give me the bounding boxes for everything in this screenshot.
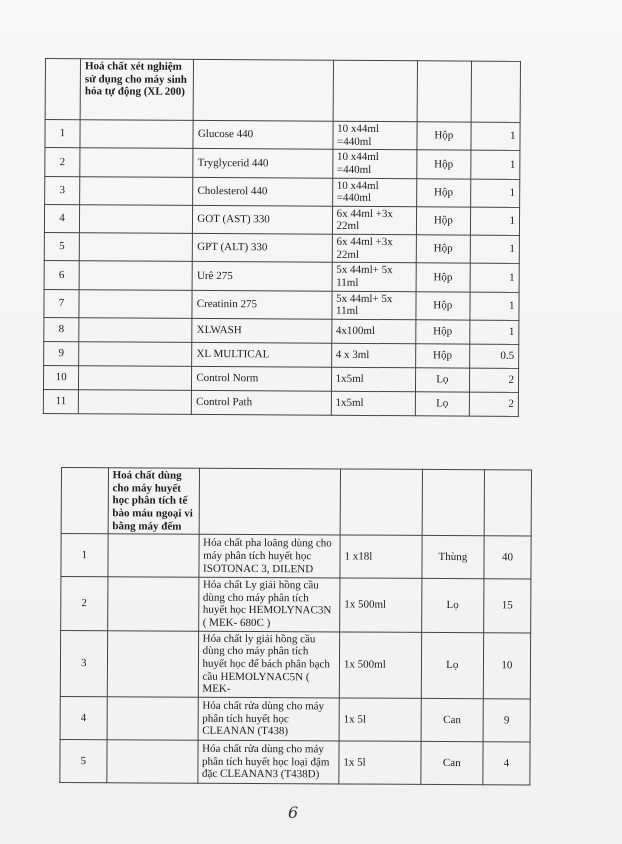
name-cell: Cholesterol 440 (193, 177, 332, 206)
group-cell (79, 342, 192, 367)
group-header-row (61, 468, 531, 537)
stt-cell: 6 (44, 261, 79, 289)
unit-cell: Can (421, 698, 483, 741)
name-cell: Creatinin 275 (192, 290, 331, 319)
name-cell: GOT (AST) 330 (193, 205, 332, 234)
stt-cell: 5 (44, 233, 79, 261)
stt-cell: 4 (44, 204, 79, 232)
unit-cell: Can (421, 741, 483, 784)
qty-cell: 10 (483, 632, 530, 698)
group-cell (107, 631, 198, 698)
stt-cell: 5 (60, 739, 107, 782)
group-cell (80, 148, 193, 177)
spec-cell: 5x 44ml+ 5x 11ml (332, 263, 416, 292)
name-cell: Tryglycerid 440 (193, 149, 332, 178)
spec-cell: 1 x18l (340, 535, 422, 578)
spec-cell: 6x 44ml +3x 22ml (332, 206, 416, 235)
spec-cell: 6x 44ml +3x 22ml (332, 234, 416, 263)
stt-cell: 10 (43, 365, 78, 389)
qty-cell (484, 470, 531, 536)
group-cell (79, 233, 192, 262)
name-cell: Glucose 440 (193, 120, 332, 149)
group-cell (107, 697, 198, 740)
table-row (45, 120, 520, 151)
spec-cell: 1x 5l (339, 698, 421, 741)
name-cell: Hóa chất pha loãng dùng cho máy phân tích huyết học ISOTONAC 3, DILEND (199, 534, 341, 578)
spec-cell: 10 x44ml =440ml (333, 121, 417, 150)
qty-cell (471, 61, 521, 122)
table-row (44, 317, 519, 344)
stt-cell: 4 (60, 696, 107, 739)
qty-cell: 2 (469, 392, 518, 416)
unit-cell: Lọ (421, 579, 483, 633)
unit-cell (417, 61, 471, 122)
spec-cell: 1x 5l (339, 741, 421, 784)
spec-cell: 1x5ml (331, 367, 415, 392)
name-cell: XLWASH (192, 318, 331, 343)
table-row (60, 696, 530, 741)
spec-cell: 1x5ml (331, 391, 415, 416)
stt-cell: 9 (44, 341, 79, 365)
group-header-row (45, 59, 520, 123)
qty-cell: 1 (470, 264, 519, 293)
qty-cell: 1 (470, 179, 519, 208)
unit-cell: Lọ (415, 392, 469, 416)
qty-cell: 1 (471, 150, 520, 179)
unit-cell: Lọ (421, 632, 484, 699)
name-cell: Hóa chất rửa dùng cho máy phân tích huyết học CLEANAN (T438) (198, 697, 340, 741)
unit-cell: Hộp (417, 122, 471, 151)
spec-cell (333, 60, 418, 122)
reagent-table-hematology (59, 467, 532, 785)
name-cell (193, 59, 333, 121)
unit-cell: Hộp (416, 291, 470, 320)
table-row (45, 176, 520, 207)
unit-cell: Hộp (417, 150, 471, 179)
name-cell: Control Path (192, 390, 331, 415)
spec-cell: 1x 500ml (339, 632, 421, 699)
group-cell (108, 534, 199, 577)
group-cell (79, 366, 192, 391)
name-cell (199, 468, 341, 535)
group-cell (79, 205, 192, 234)
page-number: 6 (288, 803, 299, 822)
table-row (44, 341, 519, 368)
table-row (61, 534, 531, 579)
stt-cell (61, 468, 108, 534)
stt-cell: 8 (44, 317, 79, 341)
unit-cell: Hộp (416, 207, 470, 236)
qty-cell: 1 (470, 292, 519, 321)
stt-cell: 1 (61, 534, 108, 577)
qty-cell: 0.5 (469, 344, 518, 368)
group-cell (80, 120, 193, 149)
group-cell (79, 261, 192, 290)
table-row (45, 148, 520, 179)
reagent-table-biochemistry (43, 58, 521, 417)
stt-cell: 7 (44, 289, 79, 317)
name-cell: Hóa chất Ly giải hồng cầu dùng cho máy phân tích huyết học HEMOLYNAC3N ( MEK- 680C ) (198, 577, 340, 631)
unit-cell: Hộp (415, 344, 469, 368)
table-row (61, 577, 531, 633)
spec-cell: 4x100ml (331, 319, 415, 344)
stt-cell: 1 (45, 120, 80, 148)
qty-cell: 4 (483, 742, 530, 785)
spec-cell: 1x 500ml (340, 578, 422, 632)
table-row (44, 233, 519, 264)
name-cell: GPT (ALT) 330 (193, 234, 332, 263)
stt-cell: 11 (43, 389, 78, 413)
qty-cell: 1 (470, 207, 519, 236)
name-cell: Hóa chất rửa dùng cho máy phân tích huyết học loại đậm đặc CLEANAN3 (T438D) (197, 740, 339, 784)
name-cell: Urê 275 (192, 262, 331, 291)
unit-cell: Hộp (416, 320, 470, 344)
qty-cell: 2 (469, 368, 518, 392)
group-cell (79, 289, 192, 318)
stt-cell: 2 (45, 148, 80, 176)
group-cell (79, 318, 192, 343)
unit-cell: Lọ (415, 368, 469, 392)
qty-cell: 15 (484, 579, 531, 633)
unit-cell (422, 469, 485, 536)
table-row (44, 204, 519, 235)
spec-cell: 4 x 3ml (331, 343, 415, 368)
name-cell: XL MULTICAL (192, 342, 331, 367)
qty-cell: 1 (471, 122, 520, 151)
stt-cell: 3 (60, 630, 107, 696)
group-label: Hoá chất dùng cho máy huyết học phân tích tế bào máu ngoại vi bằng máy đếm (108, 468, 199, 535)
unit-cell: Hộp (416, 263, 470, 292)
qty-cell: 1 (470, 320, 519, 344)
unit-cell: Thùng (422, 536, 484, 579)
spec-cell: 10 x44ml =440ml (332, 178, 416, 207)
group-cell (107, 740, 198, 783)
group-cell (78, 390, 191, 415)
table-row (43, 389, 518, 416)
spec-cell (340, 469, 422, 536)
unit-cell: Hộp (416, 235, 470, 264)
stt-cell (45, 59, 80, 120)
stt-cell: 3 (45, 176, 80, 204)
qty-cell: 1 (470, 235, 519, 264)
stt-cell: 2 (61, 577, 108, 631)
group-cell (80, 176, 193, 205)
spec-cell: 5x 44ml+ 5x 11ml (331, 291, 415, 320)
table-row (43, 365, 518, 392)
qty-cell: 9 (483, 699, 530, 742)
table-row (44, 289, 519, 320)
unit-cell: Hộp (416, 178, 470, 207)
table-row (60, 739, 530, 784)
name-cell: Control Norm (192, 366, 331, 391)
table-row (60, 630, 530, 699)
spec-cell: 10 x44ml =440ml (332, 150, 416, 179)
table-row (44, 261, 519, 292)
group-label: Hoá chất xét nghiệm sử dụng cho máy sinh hóa tự động (XL 200) (80, 59, 194, 121)
qty-cell: 40 (484, 536, 531, 579)
group-cell (107, 577, 198, 631)
name-cell: Hóa chất ly giải hồng cầu dùng cho máy phân tích huyết học để bách phân bạch cầu HEMOLYNAC5N ( MEK- (198, 631, 340, 698)
